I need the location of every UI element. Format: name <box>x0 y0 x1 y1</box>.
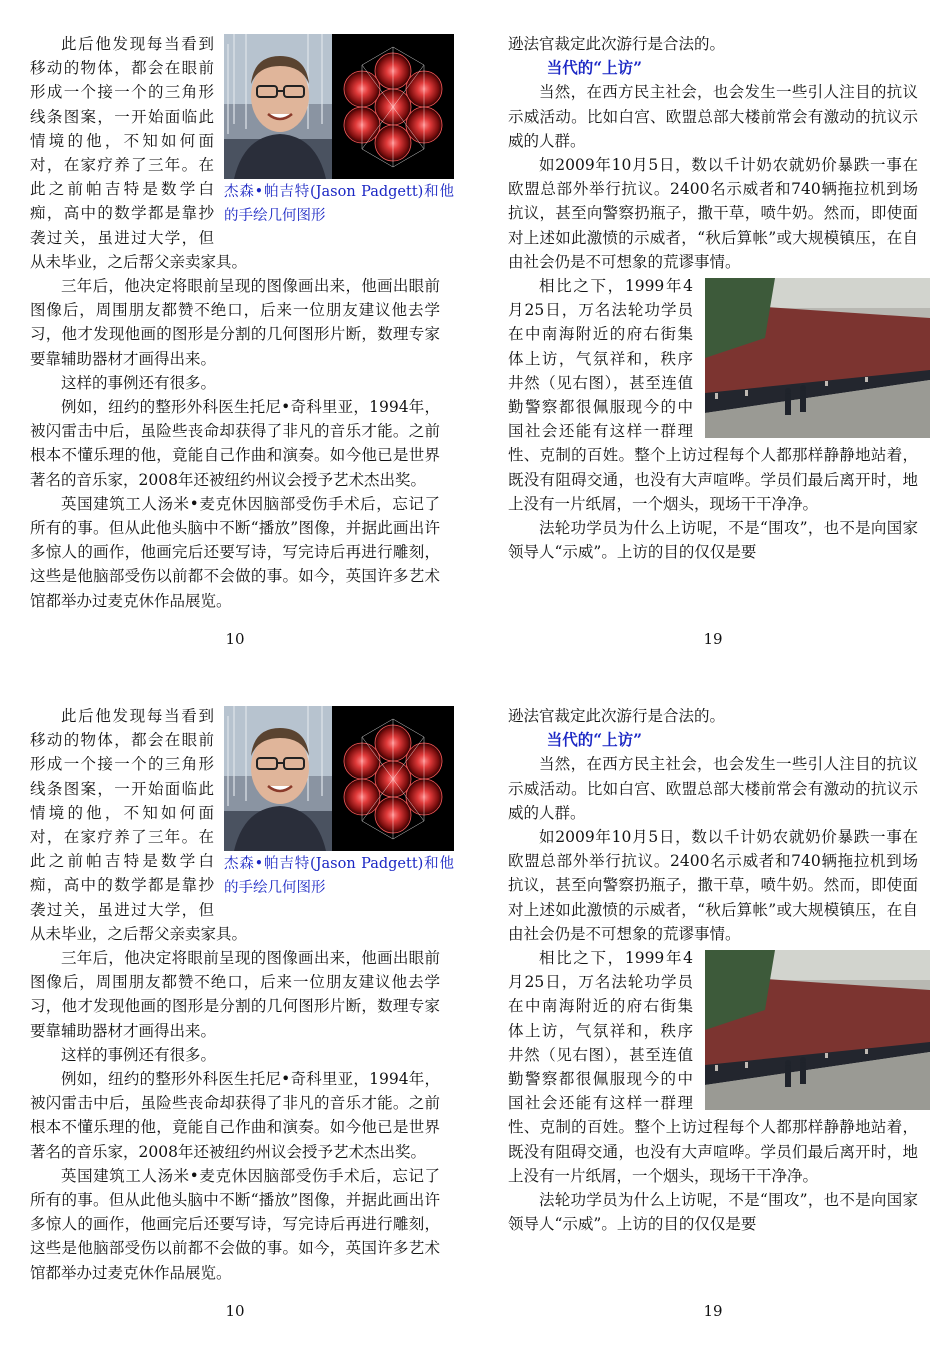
left-page <box>30 704 454 1285</box>
portrait-photo <box>224 34 454 179</box>
figure-caption: 杰森•帕吉特(Jason Padgett)和他的手绘几何图形 <box>224 184 454 224</box>
paragraph: 法轮功学员为什么上访呢，不是“围攻”，也不是向国家领导人“示威”。上访的目的仅仅是要 <box>508 519 918 562</box>
portrait-photo <box>224 706 454 851</box>
paragraph: 当然，在西方民主社会，也会发生一些引人注目的抗议示威活动。比如白宫、欧盟总部大楼前常会有激动的抗议示威的人群。 <box>508 83 918 150</box>
right-page <box>508 704 918 1236</box>
paragraph: 英国建筑工人汤米•麦克休因脑部受伤手术后，忘记了所有的事。但从此他头脑中不断“播放”图像，并据此画出许多惊人的画作，他画完后还要写诗，写完诗后再进行雕刻，这些是他脑部受伤以前都不会做的事。如今，英国许多艺术馆都举办过麦克休作品展览。 <box>30 494 440 610</box>
page-number: 19 <box>703 1302 723 1320</box>
section-heading: 当代的“上访” <box>546 730 643 750</box>
paragraph: 如2009年10月5日，数以千计奶农就奶价暴跌一事在欧盟总部外举行抗议。2400名示威者和740辆拖拉机到场抗议，甚至向警察扔瓶子，撒干草，喷牛奶。然而，即使面对上述如此激愤的示威者，“秋后算帐”或大规模镇压，在自由社会仍是不可想象的荒谬事情。 <box>508 828 918 943</box>
paragraph: 例如，纽约的整形外科医生托尼•奇科里亚，1994年，被闪雷击中后，虽险些丧命却获得了非凡的音乐才能。之前根本不懂乐理的他，竟能自己作曲和演奏。如今他已是世界著名的音乐家，2008年还被纽约州议会授予艺术杰出奖。 <box>30 1070 440 1161</box>
paragraph: 此后他发现每当看到移动的物体，都会在眼前形成一个接一个的三角形线条图案，一开始面临此情境的他，不知如何面对，在家疗养了三年。在此之前帕吉特是数学白痴，高中的数学都是靠抄袭过关，虽进过大学，但从未毕业，之后帮父亲卖家具。 <box>30 35 248 271</box>
appeal-crowd-photo <box>705 950 930 1110</box>
paragraph: 这样的事例还有很多。 <box>61 373 217 392</box>
paragraph: 相比之下，1999年4月25日，万名法轮功学员在中南海附近的府右街集体上访，气氛祥和，秩序井然（见右图），甚至连值勤警察都很佩服现今的中国社会还能有这样一群理性、克制的百姓。整个上访过程每个人都那样静静地站着，既没有阻碍交通，也没有大声喧哗。学员们最后离开时，地上没有一片纸屑，一个烟头，现场干干净净。 <box>508 277 918 513</box>
paragraph: 英国建筑工人汤米•麦克休因脑部受伤手术后，忘记了所有的事。但从此他头脑中不断“播放”图像，并据此画出许多惊人的画作，他画完后还要写诗，写完诗后再进行雕刻，这些是他脑部受伤以前都不会做的事。如今，英国许多艺术馆都举办过麦克休作品展览。 <box>30 1166 440 1282</box>
paragraph: 此后他发现每当看到移动的物体，都会在眼前形成一个接一个的三角形线条图案，一开始面临此情境的他，不知如何面对，在家疗养了三年。在此之前帕吉特是数学白痴，高中的数学都是靠抄袭过关，虽进过大学，但从未毕业，之后帮父亲卖家具。 <box>30 707 248 943</box>
section-heading: 当代的“上访” <box>546 58 643 78</box>
sheet-top <box>0 0 950 672</box>
paragraph: 法轮功学员为什么上访呢，不是“围攻”，也不是向国家领导人“示威”。上访的目的仅仅是要 <box>508 1191 918 1234</box>
right-page <box>508 32 918 564</box>
sheet-bottom <box>0 672 950 1344</box>
figure-caption: 杰森•帕吉特(Jason Padgett)和他的手绘几何图形 <box>224 856 454 896</box>
figure-padgett <box>224 34 454 228</box>
left-page <box>30 32 454 613</box>
paragraph: 当然，在西方民主社会，也会发生一些引人注目的抗议示威活动。比如白宫、欧盟总部大楼前常会有激动的抗议示威的人群。 <box>508 755 918 822</box>
page-number: 19 <box>703 630 723 648</box>
figure-padgett <box>224 706 454 900</box>
lead-line: 逊法官裁定此次游行是合法的。 <box>508 707 726 725</box>
page-number: 10 <box>225 630 245 648</box>
paragraph: 三年后，他决定将眼前呈现的图像画出来，他画出眼前图像后，周围朋友都赞不绝口，后来一位朋友建议他去学习，他才发现他画的图形是分割的几何图形片断，数理专家要靠辅助器材才画得出来。 <box>30 949 440 1040</box>
lead-line: 逊法官裁定此次游行是合法的。 <box>508 35 726 53</box>
paragraph: 这样的事例还有很多。 <box>61 1045 217 1064</box>
paragraph: 如2009年10月5日，数以千计奶农就奶价暴跌一事在欧盟总部外举行抗议。2400名示威者和740辆拖拉机到场抗议，甚至向警察扔瓶子，撒干草，喷牛奶。然而，即使面对上述如此激愤的示威者，“秋后算帐”或大规模镇压，在自由社会仍是不可想象的荒谬事情。 <box>508 156 918 271</box>
page-number: 10 <box>225 1302 245 1320</box>
appeal-crowd-photo <box>705 278 930 438</box>
paragraph: 相比之下，1999年4月25日，万名法轮功学员在中南海附近的府右街集体上访，气氛祥和，秩序井然（见右图），甚至连值勤警察都很佩服现今的中国社会还能有这样一群理性、克制的百姓。整个上访过程每个人都那样静静地站着，既没有阻碍交通，也没有大声喧哗。学员们最后离开时，地上没有一片纸屑，一个烟头，现场干干净净。 <box>508 949 918 1185</box>
paragraph: 例如，纽约的整形外科医生托尼•奇科里亚，1994年，被闪雷击中后，虽险些丧命却获得了非凡的音乐才能。之前根本不懂乐理的他，竟能自己作曲和演奏。如今他已是世界著名的音乐家，2008年还被纽约州议会授予艺术杰出奖。 <box>30 398 440 489</box>
paragraph: 三年后，他决定将眼前呈现的图像画出来，他画出眼前图像后，周围朋友都赞不绝口，后来一位朋友建议他去学习，他才发现他画的图形是分割的几何图形片断，数理专家要靠辅助器材才画得出来。 <box>30 277 440 368</box>
